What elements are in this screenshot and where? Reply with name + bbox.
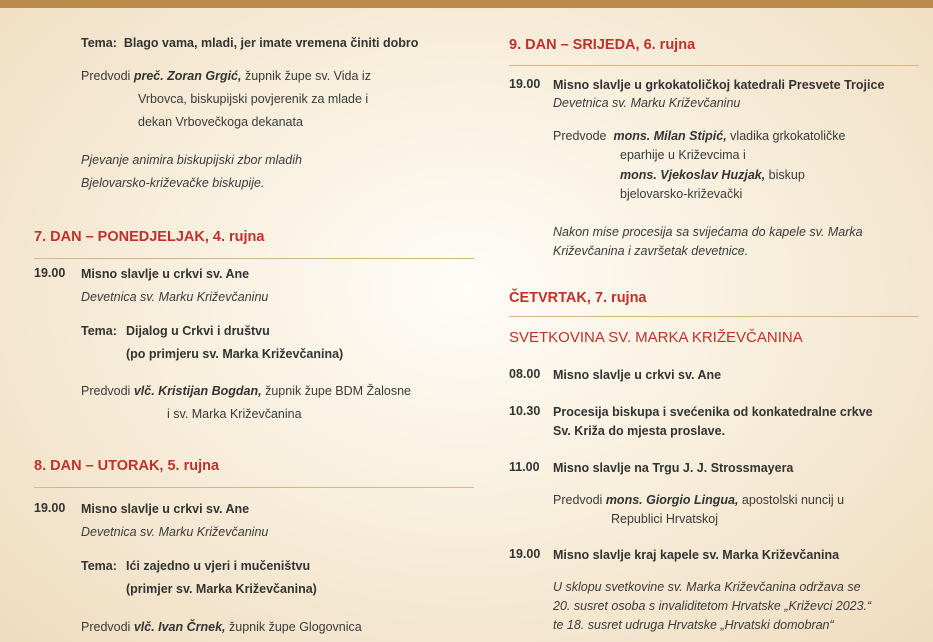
day8-event: Misno slavlje u crkvi sv. Ane (81, 502, 250, 516)
leader-desc: župnik župe BDM Žalosne (261, 384, 412, 398)
thursday-item-1: Misno slavlje u crkvi sv. Ane (553, 368, 722, 382)
leader-desc-line3: dekan Vrbovečkoga dekanata (138, 115, 303, 129)
thursday-item-2-line2: Sv. Križa do mjesta proslave. (553, 424, 726, 438)
leader-desc-line2: Vrbovca, biskupijski povjerenik za mlade i (138, 92, 369, 106)
leader-name: mons. Vjekoslav Huzjak, (620, 168, 766, 182)
leader-prefix: Predvodi (81, 69, 134, 83)
leader-name: vlč. Kristijan Bogdan, (133, 384, 262, 398)
thursday-leader-line2: Republici Hrvatskoj (611, 512, 718, 526)
top-decorative-bar (0, 0, 933, 8)
thursday-item-3: Misno slavlje na Trgu J. J. Strossmayera (553, 461, 794, 475)
leader-prefix: Predvodi (81, 384, 134, 398)
thursday-time-3: 11.00 (509, 460, 540, 474)
day8-leader (81, 616, 362, 638)
day9-note-line1: Nakon mise procesija sa svijećama do kapele sv. Marka (553, 225, 863, 239)
day7-divider (34, 258, 474, 259)
day7-novena: Devetnica sv. Marku Križevčaninu (81, 290, 269, 304)
day7-theme-line2: (po primjeru sv. Marka Križevčanina) (126, 347, 344, 361)
thursday-divider (509, 316, 919, 317)
theme-text: Blago vama, mladi, jer imate vremena činiti dobro (123, 36, 419, 50)
thursday-note-line3: te 18. susret udruga Hrvatske „Hrvatski domobran“ (553, 618, 834, 632)
leader-desc: župnik župe sv. Vida iz (241, 69, 371, 83)
thursday-note-line2: 20. susret osoba s invaliditetom Hrvatske „Križevci 2023.“ (553, 599, 872, 613)
thursday-time-2: 10.30 (509, 404, 541, 418)
leader-name: preč. Zoran Grgić, (133, 69, 242, 83)
leader-name: mons. Giorgio Lingua, (605, 493, 739, 507)
theme-label: Tema: (81, 36, 117, 50)
day9-leader1-line2: eparhije u Križevcima i (620, 148, 746, 162)
leader-prefix: Predvodi (553, 493, 606, 507)
day7-theme-label: Tema: (81, 324, 117, 338)
day7-time: 19.00 (34, 266, 66, 280)
day8-heading: 8. DAN – UTORAK, 5. rujna (34, 458, 220, 474)
leader-name: vlč. Ivan Črnek, (133, 620, 226, 634)
leader-desc: vladika grkokatoličke (726, 129, 846, 143)
leader-name: mons. Milan Stipić, (613, 129, 727, 143)
leader-prefix: Predvodi (81, 620, 134, 634)
day8-theme-line1: Ići zajedno u vjeri i mučeništvu (126, 559, 311, 573)
theme-line (81, 32, 418, 54)
day9-time: 19.00 (509, 77, 541, 91)
leader-desc: apostolski nuncij u (738, 493, 845, 507)
day9-heading: 9. DAN – SRIJEDA, 6. rujna (509, 37, 696, 53)
day8-theme-line2: (primjer sv. Marka Križevčanina) (126, 582, 317, 596)
leader-line (81, 65, 371, 87)
thursday-heading: ČETVRTAK, 7. rujna (509, 290, 647, 306)
thursday-subtitle: SVETKOVINA SV. MARKA KRIŽEVČANINA (509, 329, 803, 346)
thursday-item-4: Misno slavlje kraj kapele sv. Marka Križevčanina (553, 548, 840, 562)
leader-desc: biskup (765, 168, 805, 182)
leader-desc: župnik župe Glogovnica (225, 620, 362, 634)
day9-novena: Devetnica sv. Marku Križevčaninu (553, 96, 741, 110)
day7-leader (81, 380, 411, 402)
thursday-time-1: 08.00 (509, 367, 541, 381)
day9-divider (509, 65, 919, 66)
leader-prefix: Predvode (553, 129, 610, 143)
day8-theme-label: Tema: (81, 559, 117, 573)
day7-leader-line2: i sv. Marka Križevčanina (167, 407, 302, 421)
day7-heading: 7. DAN – PONEDJELJAK, 4. rujna (34, 229, 265, 245)
choir-note-line1: Pjevanje animira biskupijski zbor mladih (81, 153, 302, 167)
day7-event: Misno slavlje u crkvi sv. Ane (81, 267, 250, 281)
day8-divider (34, 487, 474, 488)
choir-note-line2: Bjelovarsko-križevačke biskupije. (81, 176, 265, 190)
thursday-time-4: 19.00 (509, 547, 541, 561)
day9-event: Misno slavlje u grkokatoličkoj katedrali Presvete Trojice (553, 78, 885, 92)
day9-note-line2: Križevčanina i završetak devetnice. (553, 244, 749, 258)
day8-time: 19.00 (34, 501, 66, 515)
thursday-item-2-line1: Procesija biskupa i svećenika od konkatedralne crkve (553, 405, 873, 419)
day7-theme-line1: Dijalog u Crkvi i društvu (126, 324, 270, 338)
day8-novena: Devetnica sv. Marku Križevčaninu (81, 525, 269, 539)
thursday-note-line1: U sklopu svetkovine sv. Marka Križevčanina održava se (553, 580, 861, 594)
day9-leader2-line2: bjelovarsko-križevački (620, 187, 743, 201)
